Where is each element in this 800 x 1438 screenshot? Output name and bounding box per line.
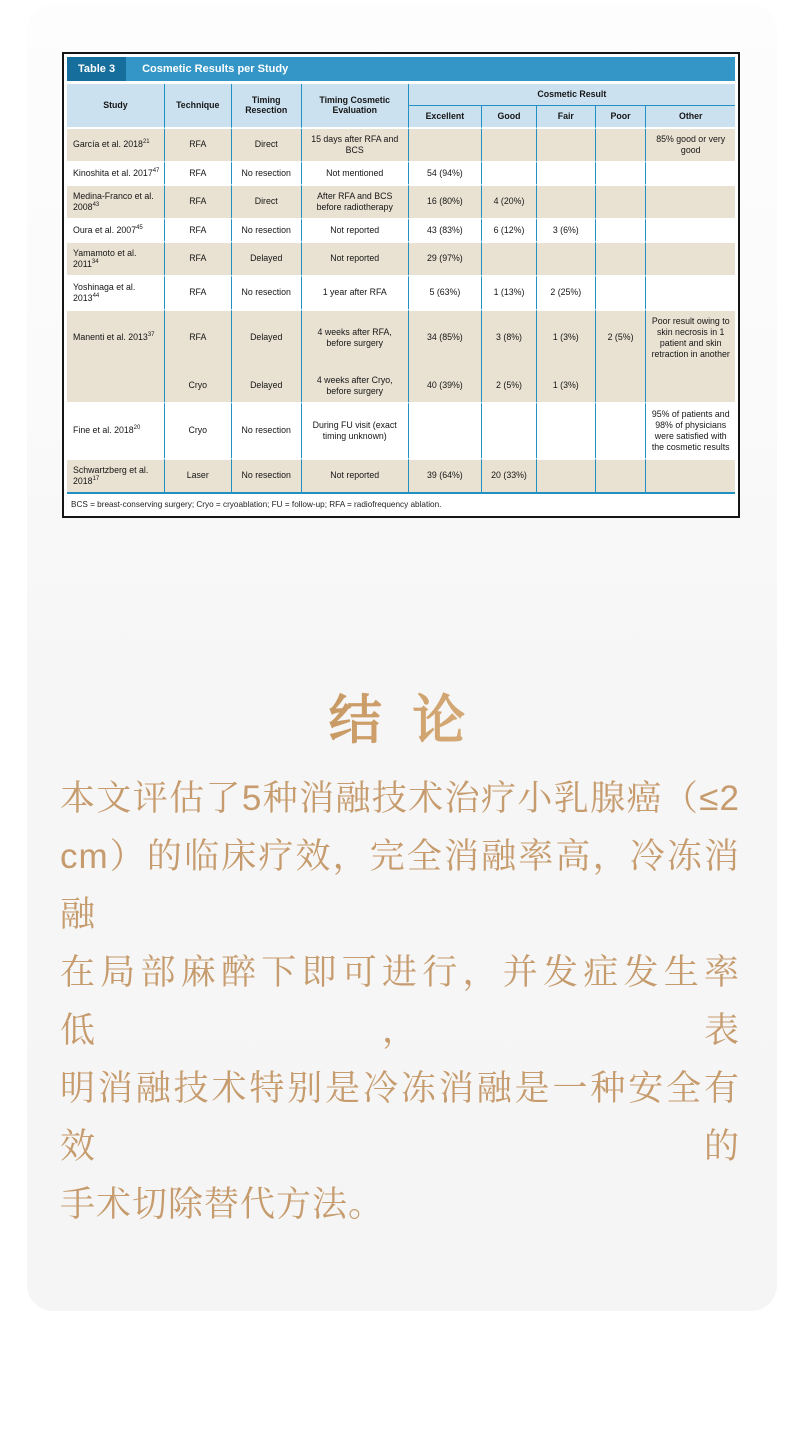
- col-header-poor: Poor: [595, 106, 646, 129]
- cell-excellent: 5 (63%): [408, 275, 481, 309]
- cell-timing_evaluation: Not reported: [301, 218, 408, 241]
- col-header-technique: Technique: [164, 84, 231, 129]
- cell-fair: [536, 458, 595, 494]
- cell-other: [645, 365, 735, 402]
- cell-good: 3 (8%): [481, 309, 536, 365]
- table-row: [67, 402, 735, 458]
- cell-excellent: 29 (97%): [408, 241, 481, 275]
- table-number-label: Table 3: [67, 57, 126, 81]
- cell-good: [481, 161, 536, 184]
- cell-excellent: 39 (64%): [408, 458, 481, 494]
- cell-timing_resection: No resection: [231, 458, 301, 494]
- cell-timing_evaluation: Not mentioned: [301, 161, 408, 184]
- cell-timing_resection: Delayed: [231, 309, 301, 365]
- conclusion-line: 本文评估了5种消融技术治疗小乳腺癌（≤2: [60, 779, 740, 818]
- table-row: [67, 309, 735, 365]
- cell-fair: [536, 241, 595, 275]
- cell-good: [481, 129, 536, 161]
- cell-technique: RFA: [164, 184, 231, 218]
- cell-excellent: 43 (83%): [408, 218, 481, 241]
- table-title: Cosmetic Results per Study: [126, 57, 735, 81]
- cell-timing_evaluation: 1 year after RFA: [301, 275, 408, 309]
- cell-excellent: 16 (80%): [408, 184, 481, 218]
- table-footnote: BCS = breast-conserving surgery; Cryo = cryoablation; FU = follow-up; RFA = radiofrequency ablation.: [71, 499, 442, 509]
- table-body: [67, 129, 735, 494]
- cell-timing_resection: Delayed: [231, 365, 301, 402]
- cell-fair: 1 (3%): [536, 365, 595, 402]
- cell-poor: [595, 241, 646, 275]
- col-header-good: Good: [481, 106, 536, 129]
- table-row: [67, 184, 735, 218]
- cell-poor: [595, 365, 646, 402]
- cell-poor: [595, 218, 646, 241]
- cell-timing_resection: Direct: [231, 184, 301, 218]
- cell-timing_evaluation: 15 days after RFA and BCS: [301, 129, 408, 161]
- cell-timing_evaluation: After RFA and BCS before radiotherapy: [301, 184, 408, 218]
- cell-study: [67, 365, 164, 402]
- cell-timing_evaluation: Not reported: [301, 458, 408, 494]
- table-row: [67, 161, 735, 184]
- cell-good: 4 (20%): [481, 184, 536, 218]
- cell-study: Manenti et al. 2013$^{37}$: [67, 309, 164, 365]
- cell-good: 6 (12%): [481, 218, 536, 241]
- cell-excellent: [408, 129, 481, 161]
- conclusion-paragraph: [60, 770, 740, 1234]
- cell-excellent: 34 (85%): [408, 309, 481, 365]
- cell-study: Yamamoto et al. 2011$^{34}$: [67, 241, 164, 275]
- cell-poor: [595, 275, 646, 309]
- table-row: [67, 458, 735, 494]
- cosmetic-results-table: [67, 84, 735, 494]
- cell-poor: [595, 184, 646, 218]
- cell-study: Medina-Franco et al. 2008$^{43}$: [67, 184, 164, 218]
- cell-excellent: [408, 402, 481, 458]
- cell-poor: [595, 458, 646, 494]
- col-header-timing-resection: Timing Resection: [231, 84, 301, 129]
- cell-study: Fine et al. 2018$^{20}$: [67, 402, 164, 458]
- table-row: [67, 129, 735, 161]
- cell-study: Yoshinaga et al. 2013$^{44}$: [67, 275, 164, 309]
- cell-other: [645, 218, 735, 241]
- cell-timing_resection: No resection: [231, 402, 301, 458]
- cell-good: 20 (33%): [481, 458, 536, 494]
- cell-other: [645, 241, 735, 275]
- col-header-excellent: Excellent: [408, 106, 481, 129]
- cell-other: 95% of patients and 98% of physicians were satisfied with the cosmetic results: [645, 402, 735, 458]
- cell-fair: [536, 161, 595, 184]
- cell-timing_resection: No resection: [231, 161, 301, 184]
- cell-study: García et al. 2018$^{21}$: [67, 129, 164, 161]
- cell-poor: [595, 129, 646, 161]
- cell-timing_resection: No resection: [231, 275, 301, 309]
- cell-technique: RFA: [164, 309, 231, 365]
- conclusion-line: cm）的临床疗效，完全消融率高，冷冻消融: [60, 837, 740, 934]
- cell-other: [645, 275, 735, 309]
- cell-technique: RFA: [164, 129, 231, 161]
- cell-good: 2 (5%): [481, 365, 536, 402]
- cell-excellent: 54 (94%): [408, 161, 481, 184]
- cell-fair: [536, 184, 595, 218]
- col-header-other: Other: [645, 106, 735, 129]
- cell-technique: Cryo: [164, 365, 231, 402]
- cell-technique: RFA: [164, 161, 231, 184]
- cell-technique: RFA: [164, 218, 231, 241]
- col-header-study: Study: [67, 84, 164, 129]
- cell-good: [481, 402, 536, 458]
- table-row: [67, 365, 735, 402]
- cell-fair: [536, 129, 595, 161]
- cell-other: [645, 161, 735, 184]
- cell-poor: 2 (5%): [595, 309, 646, 365]
- table-row: [67, 275, 735, 309]
- cell-technique: RFA: [164, 241, 231, 275]
- col-header-fair: Fair: [536, 106, 595, 129]
- cell-other: 85% good or very good: [645, 129, 735, 161]
- cell-good: 1 (13%): [481, 275, 536, 309]
- table-row: [67, 218, 735, 241]
- cell-poor: [595, 161, 646, 184]
- cell-study: Schwartzberg et al. 2018$^{17}$: [67, 458, 164, 494]
- table-title-bar: [67, 57, 735, 81]
- col-header-timing-cosmetic-evaluation: Timing Cosmetic Evaluation: [301, 84, 408, 129]
- conclusion-line: 明消融技术特别是冷冻消融是一种安全有效的: [60, 1069, 740, 1166]
- conclusion-heading: 结 论: [0, 678, 800, 754]
- cell-fair: 3 (6%): [536, 218, 595, 241]
- cell-timing_evaluation: Not reported: [301, 241, 408, 275]
- cell-timing_resection: Delayed: [231, 241, 301, 275]
- cell-study: Kinoshita et al. 2017$^{47}$: [67, 161, 164, 184]
- cell-timing_evaluation: 4 weeks after RFA, before surgery: [301, 309, 408, 365]
- cell-fair: [536, 402, 595, 458]
- cell-timing_resection: Direct: [231, 129, 301, 161]
- cell-technique: RFA: [164, 275, 231, 309]
- conclusion-line: 手术切除替代方法。: [60, 1185, 385, 1224]
- cell-technique: Cryo: [164, 402, 231, 458]
- cell-poor: [595, 402, 646, 458]
- cell-excellent: 40 (39%): [408, 365, 481, 402]
- cell-fair: 2 (25%): [536, 275, 595, 309]
- conclusion-line: 在局部麻醉下即可进行，并发症发生率低，表: [60, 953, 740, 1050]
- cell-other: [645, 184, 735, 218]
- cell-good: [481, 241, 536, 275]
- cell-fair: 1 (3%): [536, 309, 595, 365]
- col-group-header-cosmetic-result: Cosmetic Result: [408, 84, 735, 106]
- cell-technique: Laser: [164, 458, 231, 494]
- table-header: [67, 84, 735, 129]
- cell-timing_evaluation: During FU visit (exact timing unknown): [301, 402, 408, 458]
- cell-timing_resection: No resection: [231, 218, 301, 241]
- cell-timing_evaluation: 4 weeks after Cryo, before surgery: [301, 365, 408, 402]
- table-row: [67, 241, 735, 275]
- cell-study: Oura et al. 2007$^{45}$: [67, 218, 164, 241]
- cell-other: [645, 458, 735, 494]
- table3-figure: [62, 52, 740, 518]
- cell-other: Poor result owing to skin necrosis in 1 patient and skin retraction in another: [645, 309, 735, 365]
